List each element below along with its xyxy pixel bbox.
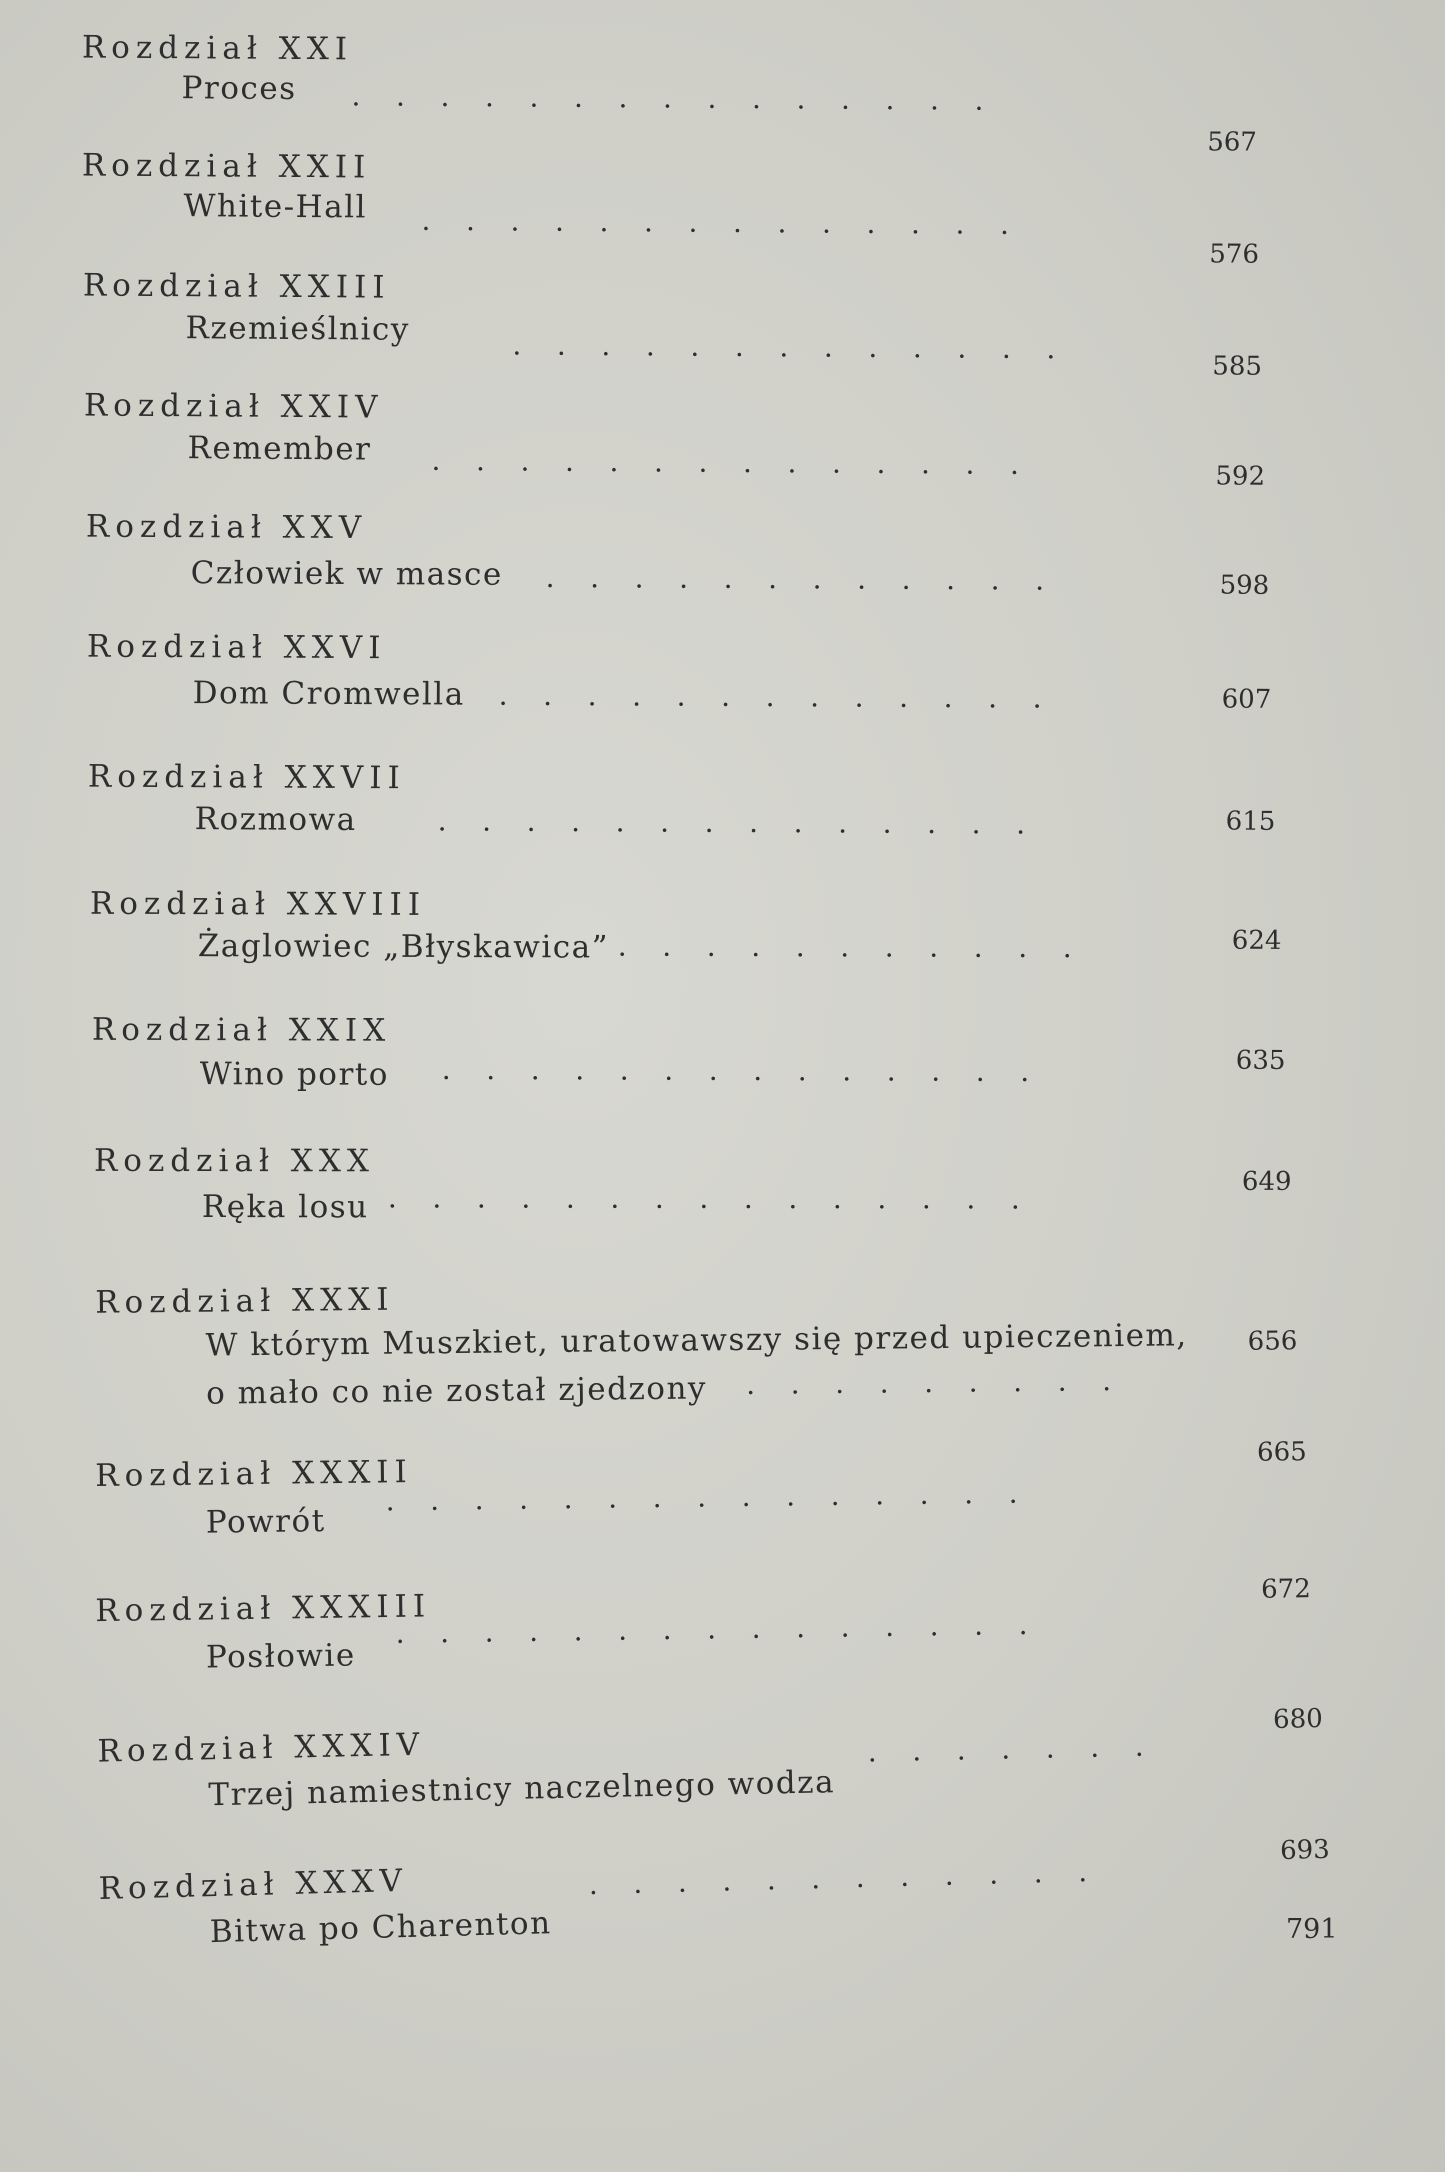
chapter-title: Posłowie: [205, 1637, 356, 1676]
leader-dots: . . . . . . . . . . . . . . .: [395, 1608, 1028, 1650]
page-number: 635: [1235, 1045, 1286, 1076]
chapter-title: Ręka losu: [201, 1189, 369, 1226]
leader-dots: . . . . . . . . . . . . . . .: [385, 1476, 1018, 1518]
toc-entry: [95, 1437, 1395, 1541]
chapter-title-continued: o mało co nie został zjedzony: [205, 1370, 708, 1412]
page-number: 615: [1225, 806, 1276, 837]
page-number: 576: [1209, 239, 1260, 270]
leader-dots: . . . . . . . . . . . . . .: [437, 804, 1026, 841]
toc-entry: [95, 1574, 1395, 1676]
chapter-heading: Rozdział XXI: [81, 29, 354, 68]
chapter-heading: Rozdział XXX: [93, 1142, 376, 1180]
page-number: 680: [1272, 1703, 1324, 1735]
page-number: 665: [1256, 1437, 1307, 1468]
page-number: 592: [1215, 461, 1266, 492]
toc-entry: [83, 387, 1384, 492]
chapter-heading: Rozdział XXV: [85, 508, 368, 547]
chapter-title: Człowiek w masce: [190, 555, 503, 593]
leader-dots: . . . . . . . . . . .: [617, 929, 1072, 965]
page-number: 585: [1212, 351, 1263, 382]
chapter-title: W którym Muszkiet, uratowawszy się przed upieczeniem,: [205, 1317, 1188, 1364]
toc-entry: [89, 885, 1390, 966]
page-number: 649: [1241, 1166, 1292, 1197]
page-number: 693: [1279, 1834, 1331, 1867]
leader-dots: . . . . . . . . . . . . . .: [421, 203, 1010, 241]
chapter-heading: Rozdział XXVI: [86, 628, 387, 667]
toc-entry: [86, 628, 1387, 715]
chapter-heading: Rozdział XXVIII: [89, 885, 427, 923]
leader-dots: . . . . . . . . .: [745, 1364, 1112, 1401]
chapter-title: Remember: [187, 430, 372, 468]
leader-dots: . . . . . . . . . . . . . . .: [387, 1181, 1020, 1216]
leader-dots: . . . . . . .: [867, 1729, 1144, 1769]
chapter-heading: Rozdział XXXV: [98, 1862, 409, 1908]
chapter-title: Bitwa po Charenton: [209, 1905, 552, 1951]
toc-entry: [87, 758, 1388, 841]
toc-entry: [82, 267, 1383, 382]
leader-dots: . . . . . . . . . . . .: [588, 1855, 1088, 1902]
leader-dots: . . . . . . . . . . . . . .: [441, 1052, 1030, 1089]
chapter-heading: Rozdział XXIV: [83, 387, 384, 426]
toc-entry: [93, 1142, 1394, 1226]
toc-entry: [81, 29, 1382, 158]
toc-entry: [81, 147, 1382, 270]
leader-dots: . . . . . . . . . . . .: [545, 561, 1045, 597]
leader-dots: . . . . . . . . . . . . . . .: [351, 79, 984, 117]
toc-entry: [97, 1703, 1397, 1814]
chapter-heading: Rozdział XXXI: [95, 1281, 395, 1321]
chapter-heading: Rozdział XXXIV: [97, 1726, 426, 1770]
chapter-heading: Rozdział XXXIII: [95, 1588, 432, 1630]
chapter-title: White-Hall: [183, 188, 368, 226]
chapter-title: Żaglowiec „Błyskawica”: [197, 928, 610, 966]
chapter-heading: Rozdział XXIII: [82, 267, 391, 306]
toc-entry: [91, 1011, 1392, 1093]
leader-dots: . . . . . . . . . . . . . .: [431, 443, 1020, 481]
chapter-title: Rozmowa: [194, 801, 357, 839]
page-number: 598: [1219, 570, 1270, 601]
chapter-heading: Rozdział XXII: [81, 147, 372, 186]
toc-entry: [95, 1271, 1395, 1412]
chapter-title: Wino porto: [199, 1056, 390, 1093]
chapter-title: Dom Cromwella: [192, 675, 465, 713]
page-number: 624: [1231, 925, 1282, 956]
chapter-title: Rzemieślnicy: [185, 310, 410, 348]
page-number: 656: [1247, 1326, 1298, 1357]
chapter-heading: Rozdział XXVII: [87, 758, 406, 797]
leader-dots: . . . . . . . . . . . . .: [498, 678, 1042, 715]
chapter-heading: Rozdział XXXII: [95, 1454, 413, 1494]
toc-entry: [85, 508, 1386, 601]
chapter-title: Powrót: [205, 1503, 326, 1541]
leader-dots: . . . . . . . . . . . . .: [512, 328, 1056, 366]
chapter-heading: Rozdział XXIX: [91, 1011, 392, 1049]
chapter-title: Trzej namiestnicy naczelnego wodza: [208, 1764, 836, 1814]
page-number: 567: [1207, 127, 1257, 158]
trailing-page-number: 791: [1286, 1914, 1338, 1945]
page-number: 672: [1260, 1574, 1311, 1605]
chapter-title: Proces: [181, 70, 297, 107]
page-number: 607: [1221, 684, 1272, 715]
